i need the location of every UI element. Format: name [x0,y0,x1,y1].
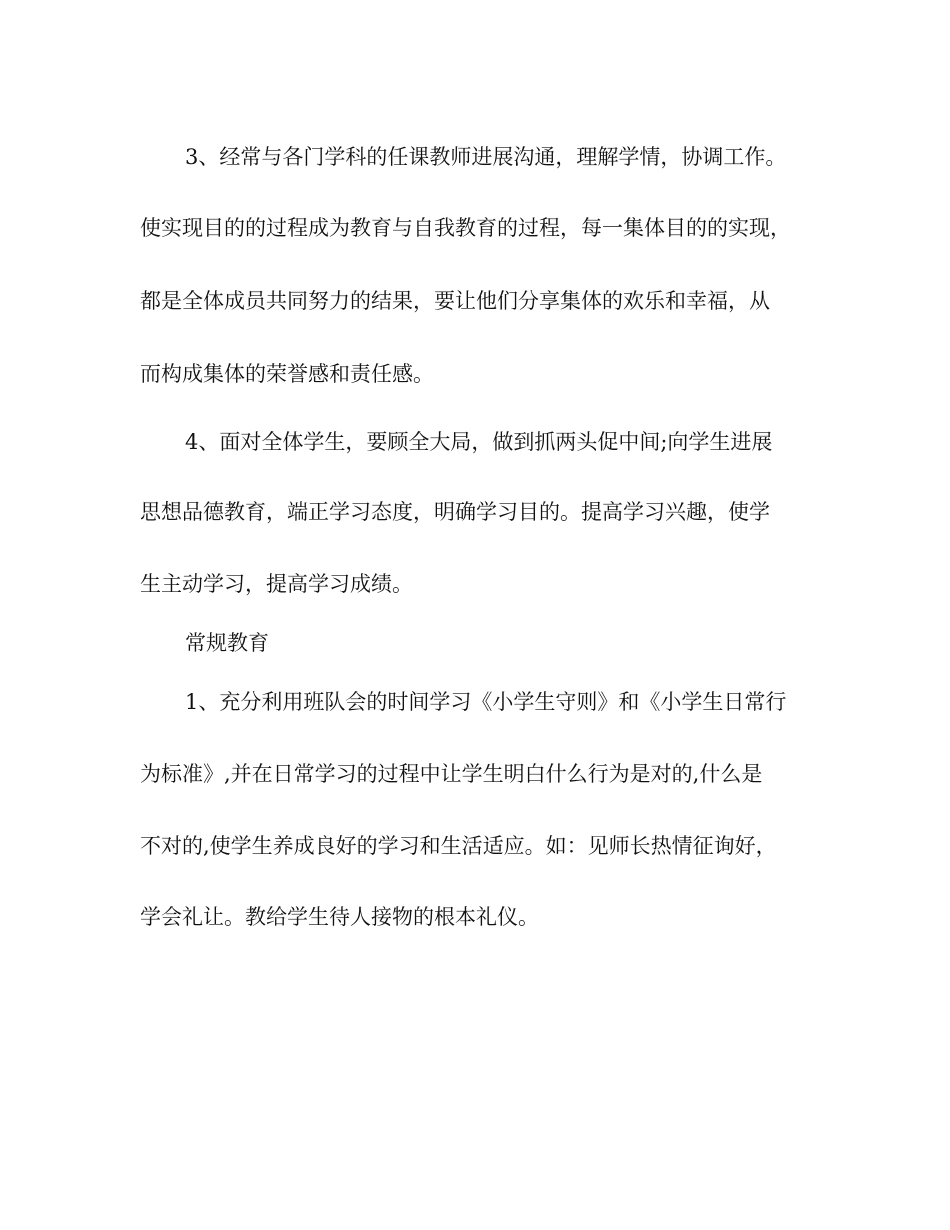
section-heading: 常规教育 [185,631,269,655]
paragraph-4-line-3: 生主动学习，提高学习成绩。 [140,572,413,596]
paragraph-3-line-3: 都是全体成员共同努力的结果，要让他们分享集体的欢乐和幸福，从 [140,289,770,313]
routine-item-1-line-3: 不对的,使学生养成良好的学习和生活适应。如：见师长热情征询好， [140,834,777,858]
paragraph-3-line-4: 而构成集体的荣誉感和责任感。 [140,362,434,386]
routine-item-1-line-2: 为标准》,并在日常学习的过程中让学生明白什么行为是对的,什么是 [140,762,763,786]
routine-item-1-line-4: 学会礼让。教给学生待人接物的根本礼仪。 [140,905,539,929]
paragraph-4-line-1: 4、面对全体学生，要顾全大局，做到抓两头促中间;向学生进展 [185,430,773,454]
routine-item-1-line-1: 1、充分利用班队会的时间学习《小学生守则》和《小学生日常行 [185,690,787,714]
paragraph-3-line-2: 使实现目的的过程成为教育与自我教育的过程，每一集体目的的实现， [140,216,791,240]
paragraph-4-line-2: 思想品德教育，端正学习态度，明确学习目的。提高学习兴趣，使学 [140,500,770,524]
paragraph-3-line-1: 3、经常与各门学科的任课教师进展沟通，理解学情，协调工作。 [185,145,787,169]
